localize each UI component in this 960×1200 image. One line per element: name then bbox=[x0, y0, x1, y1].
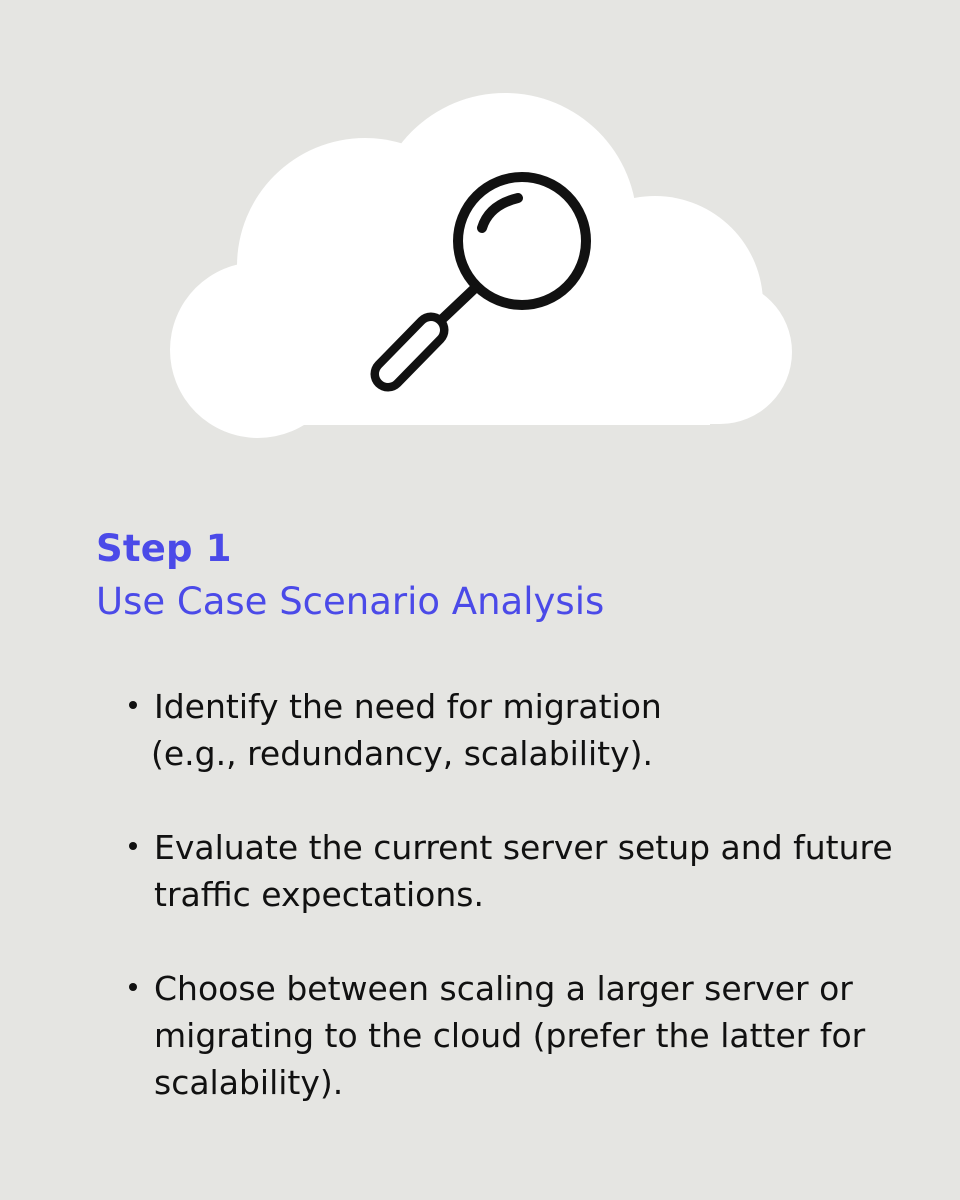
list-item bbox=[129, 965, 864, 1106]
bullet-dot-icon bbox=[129, 701, 137, 709]
list-item bbox=[129, 824, 893, 918]
step-title: Step 1 bbox=[96, 527, 232, 570]
bullet-dot-icon bbox=[129, 983, 137, 991]
bullet-list bbox=[129, 683, 893, 1106]
bullet-line: migrating to the cloud (prefer the latter for bbox=[154, 1016, 866, 1055]
step-header bbox=[96, 526, 876, 625]
cloud-icon bbox=[170, 93, 792, 438]
cloud-search-illustration bbox=[0, 0, 960, 470]
hero-illustration bbox=[0, 0, 960, 470]
step-subtitle: Use Case Scenario Analysis bbox=[96, 580, 605, 623]
bullet-line: Identify the need for migration bbox=[154, 687, 662, 726]
bullet-line: scalability). bbox=[154, 1063, 344, 1102]
bullet-line: traffic expectations. bbox=[154, 875, 484, 914]
list-item bbox=[129, 683, 864, 777]
bullet-line: Choose between scaling a larger server or bbox=[154, 969, 853, 1008]
bullet-dot-icon bbox=[129, 842, 137, 850]
bullet-line: Evaluate the current server setup and future bbox=[154, 828, 893, 867]
bullet-line: (e.g., redundancy, scalability). bbox=[151, 734, 653, 773]
